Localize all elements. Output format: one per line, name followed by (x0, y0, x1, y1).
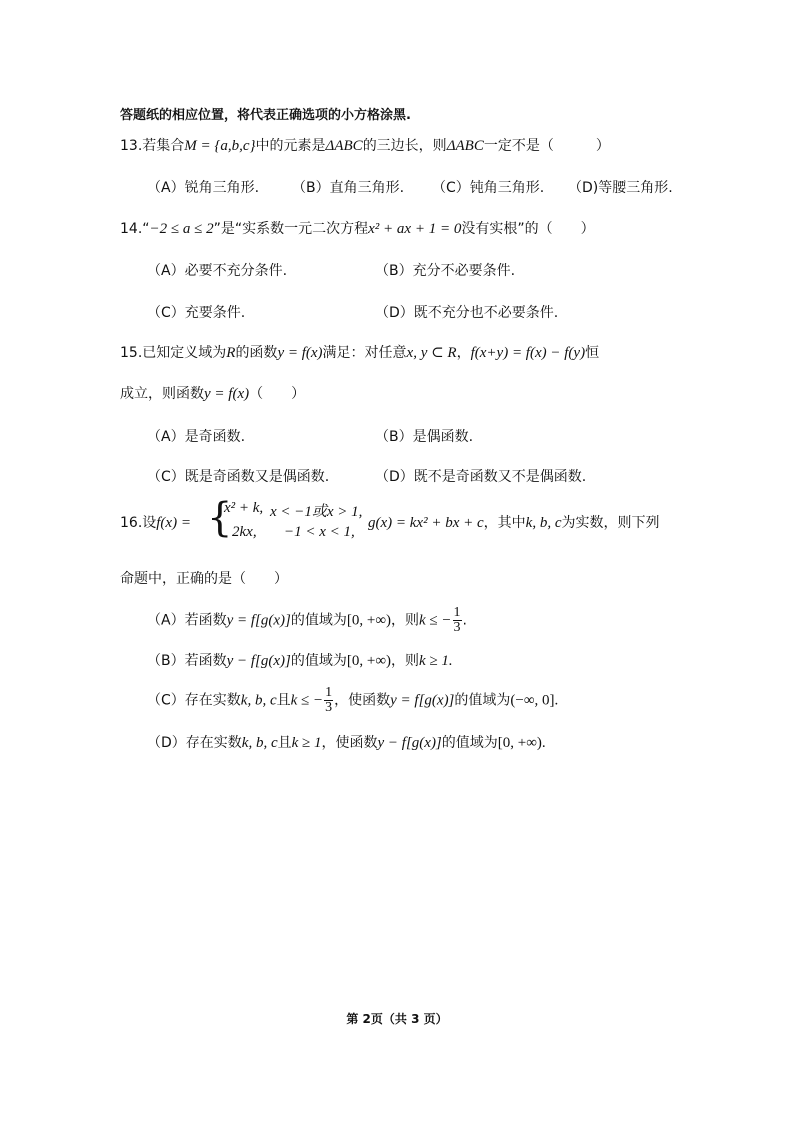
q16-d-and: 且 (277, 735, 292, 751)
q16-d-mid2: 的值域为 (441, 735, 498, 751)
q13-triangle-2: ΔABC (446, 138, 484, 154)
q16-b-mid: 的值域为 (290, 653, 347, 669)
q14-suffix: 没有实根”的（ ） (461, 221, 595, 237)
q16-f-lhs: f(x) = (156, 515, 191, 531)
q16-a-then: ，则 (391, 612, 420, 629)
q16-g-def: g(x) = kx² + bx + c (368, 515, 484, 531)
q15-mid2: 满足：对任意 (322, 345, 407, 361)
q15-vars: x, y ⊂ R (406, 345, 457, 361)
q16-prefix: 16.设 (120, 515, 157, 531)
q16-c-numerator: 1 (325, 685, 333, 700)
q16-d-k: k ≥ 1 (291, 735, 322, 751)
q16-case2-expr: 2kx, (232, 524, 257, 540)
q13-mid1: 中的元素是 (255, 138, 326, 154)
q16-b-func: y − f[g(x)] (226, 653, 291, 669)
q16-a-k: k ≤ − (419, 612, 452, 629)
q16-option-c (147, 686, 558, 715)
q16-case2-cond: −1 < x < 1, (284, 524, 355, 540)
q16-c-mid: ，使函数 (334, 692, 391, 709)
q16-a-numerator: 1 (453, 605, 461, 620)
q16-suffix: 为实数，则下列 (561, 515, 660, 531)
q16-c-mid2: 的值域为 (454, 692, 511, 709)
q16-a-mid: 的值域为 (290, 612, 347, 629)
q13-option-b: （B）直角三角形. (292, 180, 405, 196)
q14-option-c: （C）充要条件. (147, 305, 246, 321)
q15-option-a: （A）是奇函数. (147, 429, 246, 445)
q16-c-vars: k, b, c (240, 692, 277, 709)
q15-mid1: 的函数 (235, 345, 278, 361)
q16-b-k: k ≥ 1. (419, 653, 453, 669)
q16-a-fraction (453, 606, 462, 635)
q16-case1-cond: x < −1或x > 1, (270, 504, 363, 520)
q16-c-func: y = f[g(x)] (390, 692, 455, 709)
question-15 (120, 342, 599, 362)
question-16-rest (368, 512, 659, 532)
q16-c-fraction (324, 686, 333, 715)
q15-line2-function: y = f(x) (204, 386, 250, 402)
q14-option-b: （B）充分不必要条件. (375, 263, 516, 279)
q16-c-pre: （C）存在实数 (147, 692, 241, 709)
q16-case1-expr: x² + k, (224, 500, 264, 516)
q16-piecewise-brace: { (207, 495, 233, 541)
q13-suffix: 一定不是（ ） (483, 138, 610, 154)
q14-prefix: 14.“ (120, 221, 150, 237)
q13-option-d: （D)等腰三角形. (568, 180, 673, 196)
q14-condition: −2 ≤ a ≤ 2 (149, 221, 214, 237)
q15-function: y = f(x) (277, 345, 323, 361)
q16-c-denominator: 3 (325, 700, 333, 715)
q14-option-d: （D）既不充分也不必要条件. (375, 305, 559, 321)
q15-domain: R (226, 345, 236, 361)
q15-option-b: （B）是偶函数. (375, 429, 474, 445)
q15-line2-prefix: 成立，则函数 (120, 386, 204, 402)
q16-b-pre: （B）若函数 (147, 653, 227, 669)
question-15-line-2 (120, 383, 305, 403)
q15-line2-suffix: （ ） (249, 386, 306, 402)
q16-a-func: y = f[g(x)] (226, 612, 291, 629)
q16-vars: k, b, c (525, 515, 562, 531)
q13-option-c: （C）钝角三角形. (432, 180, 545, 196)
q16-c-range: (−∞, 0]. (510, 692, 559, 709)
q16-option-d (147, 732, 546, 752)
q16-option-a (147, 606, 467, 635)
q16-option-b (147, 650, 453, 670)
question-13 (120, 135, 610, 155)
q13-mid2: 的三边长，则 (362, 138, 447, 154)
q16-c-k: k ≤ − (290, 692, 324, 709)
question-16-line-2: 命题中，正确的是（ ） (120, 571, 288, 587)
q13-set-expr: M = {a,b,c} (184, 138, 256, 154)
q16-d-range: [0, +∞). (497, 735, 546, 751)
q14-equation: x² + ax + 1 = 0 (368, 221, 462, 237)
q14-option-a: （A）必要不充分条件. (147, 263, 288, 279)
q13-triangle-1: ΔABC (325, 138, 363, 154)
q16-a-range: [0, +∞) (346, 612, 392, 629)
q13-option-a: （A）锐角三角形. (147, 180, 260, 196)
question-14 (120, 218, 595, 238)
q15-sep: ， (456, 345, 471, 361)
q16-c-and: 且 (276, 692, 291, 709)
q16-a-end: . (462, 612, 467, 629)
q13-prefix: 13.若集合 (120, 138, 185, 154)
header-note: 答题纸的相应位置，将代表正确选项的小方格涂黑. (120, 108, 411, 123)
q16-d-func: y − f[g(x)] (377, 735, 442, 751)
q16-mid: ，其中 (483, 515, 526, 531)
page-footer: 第 2页（共 3 页） (346, 1012, 448, 1026)
q14-mid: ”是“实系数一元二次方程 (213, 221, 369, 237)
q16-b-then: ，则 (391, 653, 420, 669)
q16-b-range: [0, +∞) (346, 653, 392, 669)
question-16-prefix-row (120, 512, 191, 532)
q15-prefix: 15.已知定义域为 (120, 345, 227, 361)
q16-d-pre: （D）存在实数 (147, 735, 242, 751)
q16-d-vars: k, b, c (241, 735, 278, 751)
q16-a-pre: （A）若函数 (147, 612, 227, 629)
q16-a-denominator: 3 (453, 620, 461, 635)
q15-tail: 恒 (585, 345, 600, 361)
q15-option-c: （C）既是奇函数又是偶函数. (147, 469, 330, 485)
q15-identity: f(x+y) = f(x) − f(y) (470, 345, 586, 361)
q16-d-mid: ，使函数 (321, 735, 378, 751)
q15-option-d: （D）既不是奇函数又不是偶函数. (375, 469, 587, 485)
